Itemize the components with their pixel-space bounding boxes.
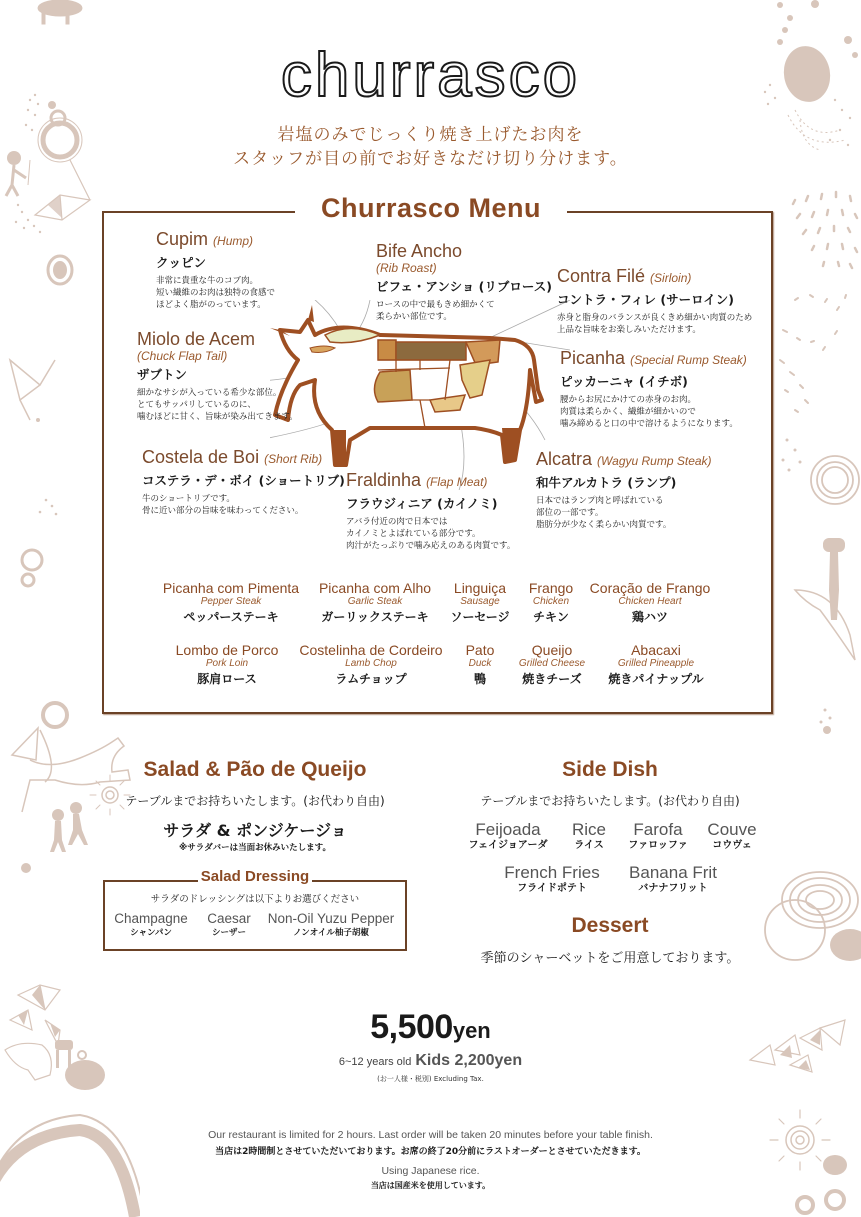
cut-description: 赤身と脂身のバランスが良くきめ細かい肉質のため 上品な旨味をお楽しみいただけます。 — [557, 313, 753, 335]
tribal-decoration-left-middle — [0, 300, 100, 600]
cut-name-jp: ザブトン — [137, 367, 188, 382]
kids-age-range: 6~12 years old — [338, 1056, 412, 1068]
menu-item: Coração de Frango Chicken Heart 鶏ハツ — [589, 580, 711, 624]
menu-item: Picanha com Pimenta Pepper Steak ペッパーステーキ — [162, 580, 300, 624]
dessert-title: Dessert — [571, 914, 649, 937]
cut-fraldinha — [346, 470, 515, 552]
side-dish-item: French Fries フライドポテト — [504, 863, 600, 894]
menu-item: Lombo de Porco Pork Loin 豚肩ロース — [175, 642, 279, 686]
cut-name-en: (Special Rump Steak) — [630, 353, 747, 367]
churrasco-menu-heading: Churrasco Menu — [295, 193, 567, 224]
salad-section-title: Salad & Pão de Queijo — [143, 758, 367, 781]
cut-name-pt: Fraldinha — [346, 470, 422, 490]
cut-name-jp: 和牛アルカトラ (ランプ) — [536, 475, 677, 490]
menu-item: Costelinha de Cordeiro Lamb Chop ラムチョップ — [299, 642, 443, 686]
menu-item: Frango Chicken チキン — [528, 580, 574, 624]
cut-description: アバラ付近の肉で日本では カイノミとよばれている部分です。 肉汁がたっぷりで噛み応えのある肉質です。 — [346, 517, 516, 551]
cut-contra-file — [557, 266, 752, 336]
dressing-option: Caesar シーザー — [207, 911, 251, 938]
rice-note-en: Using Japanese rice. — [381, 1165, 480, 1177]
cut-costela-de-boi — [142, 447, 345, 517]
cut-name-pt: Picanha — [560, 348, 626, 368]
dessert-note: 季節のシャーベットをご用意しております。 — [480, 951, 740, 966]
kids-price-value: Kids 2,200yen — [415, 1052, 523, 1069]
salad-jp-title: サラダ & ポンジケージョ — [163, 821, 347, 840]
salad-dressing-title: Salad Dressing — [198, 868, 312, 885]
tagline-line-1: 岩塩のみでじっくり焼き上げたお肉を — [277, 125, 584, 145]
cut-description: 非常に貴重な牛のコブ肉。 短い繊維のお肉は独特の食感で ほどよく脂がのっています。 — [156, 276, 276, 310]
cut-name-en: (Short Rib) — [264, 452, 323, 466]
salad-service-note: テーブルまでお持ちいたします。(お代わり自由) — [125, 794, 385, 808]
menu-item: Queijo Grilled Cheese 焼きチーズ — [518, 642, 586, 686]
cut-name-jp: コステラ・デ・ボイ (ショートリブ) — [142, 473, 345, 488]
side-dish-title: Side Dish — [562, 758, 658, 781]
cut-name-en: (Chuck Flap Tail) — [137, 349, 228, 363]
cut-name-en: (Flap Meat) — [426, 475, 488, 489]
side-dish-service-note: テーブルまでお持ちいたします。(お代わり自由) — [480, 794, 740, 808]
cut-name-en: (Rib Roast) — [376, 261, 437, 275]
salad-dressing-note: サラダのドレッシングは以下よりお選びください — [150, 894, 360, 905]
cut-description: 牛のショートリブです。 骨に近い部分の旨味を味わってください。 — [142, 494, 304, 516]
adult-price-unit: yen — [452, 1018, 491, 1043]
cut-name-jp: フラウジィニア (カイノミ) — [346, 496, 498, 511]
tagline-line-2: スタッフが目の前でお好きなだけ切り分けます。 — [233, 149, 628, 169]
cut-name-pt: Alcatra — [536, 449, 593, 469]
salad-bar-closure-note: ※サラダバーは当面お休みいたします。 — [179, 843, 331, 853]
cut-name-jp: ビフェ・アンショ (リブロース) — [376, 279, 552, 294]
cut-name-en: (Wagyu Rump Steak) — [597, 454, 712, 468]
cut-miolo-de-acem — [137, 329, 298, 423]
cut-description: 日本ではランプ肉と呼ばれている 部位の一部です。 脂肪分が少なく柔らかい肉質です。 — [536, 496, 672, 530]
cut-name-jp: コントラ・フィレ (サーロイン) — [557, 292, 734, 307]
kids-price — [0, 1052, 861, 1070]
menu-item: Abacaxi Grilled Pineapple 焼きパイナップル — [608, 642, 704, 686]
cut-bife-ancho — [376, 241, 552, 323]
menu-item: Pato Duck 鴨 — [465, 642, 495, 686]
adult-price — [0, 1008, 861, 1047]
time-limit-note-en: Our restaurant is limited for 2 hours. Last order will be taken 20 minutes before your table finish. — [208, 1129, 653, 1141]
menu-item: Linguiça Sausage ソーセージ — [450, 580, 510, 624]
adult-price-value: 5,500 — [370, 1008, 453, 1046]
cut-description: 細かなサシが入っている希少な部位。 とてもサッパリしているのに、 噛むほどに甘く、旨味が染み出てきます。 — [137, 388, 298, 422]
cut-name-pt: Miolo de Acem — [137, 329, 256, 349]
tax-note: (お一人様・税別) Excluding Tax. — [377, 1075, 484, 1083]
side-dish-item: Banana Frit バナナフリット — [629, 863, 717, 894]
cut-name-pt: Bife Ancho — [376, 241, 463, 261]
cut-name-jp: ピッカーニャ (イチボ) — [560, 374, 688, 389]
rice-note-jp: 当店は国産米を使用しています。 — [370, 1181, 491, 1190]
cut-name-jp: クッピン — [156, 255, 207, 270]
tagline — [0, 123, 861, 171]
cut-name-en: (Hump) — [213, 234, 254, 248]
cut-description: ロースの中で最もきめ細かくて 柔らかい部位です。 — [376, 300, 495, 322]
tribal-decoration-right-middle — [775, 290, 861, 740]
cut-name-pt: Cupim — [156, 229, 209, 249]
cut-name-pt: Costela de Boi — [142, 447, 260, 467]
cut-alcatra — [536, 449, 712, 531]
cut-name-en: (Sirloin) — [650, 271, 692, 285]
dressing-option: Non-Oil Yuzu Pepper ノンオイル柚子胡椒 — [267, 911, 395, 938]
cut-description: 腰からお尻にかけての赤身のお肉。 肉質は柔らかく、繊維が細かいので 噛み締めると口の中で溶けるようになります。 — [560, 395, 738, 429]
cut-name-pt: Contra Filé — [557, 266, 646, 286]
page-title: churrasco — [280, 41, 581, 110]
time-limit-note-jp: 当店は2時間制とさせていただいております。お席の終了20分前にラストオーダーとさせていただきます。 — [215, 1147, 646, 1157]
side-dish-item: Rice ライス — [571, 820, 607, 851]
dressing-option: Champagne シャンパン — [114, 911, 188, 938]
cut-picanha — [560, 348, 747, 430]
cut-cupim — [156, 229, 275, 311]
side-dish-item: Couve コウヴェ — [707, 820, 757, 851]
side-dish-item: Feijoada フェイジョアーダ — [468, 820, 548, 851]
menu-item: Picanha com Alho Garlic Steak ガーリックステーキ — [318, 580, 432, 624]
side-dish-item: Farofa ファロッファ — [628, 820, 688, 851]
